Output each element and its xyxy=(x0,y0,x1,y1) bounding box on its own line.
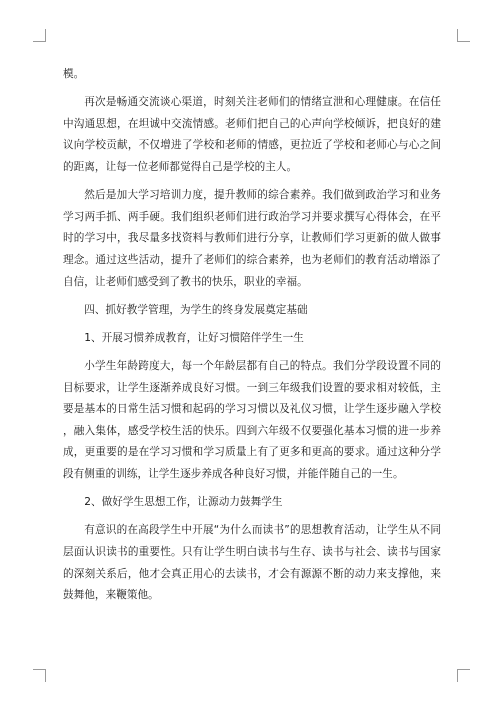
crop-mark-bottom-left xyxy=(33,669,46,682)
subheading-ideological-work: 2、做好学生思想工作，让源动力鼓舞学生 xyxy=(84,496,283,509)
crop-mark-top-left xyxy=(33,29,46,42)
paragraph-reading: 有意识的在高段学生中开展“为什么而读书”的思想教育活动，让学生从不同层面认识读书的重要性。只有让学生明白读书与生存、读书与社会、读书与国家的深刻关系后，他才会真正用心的去读书，才会有源源不断的动力来支撑他，来鼓舞他，来鞭策他。 xyxy=(63,524,441,602)
paragraph-training: 然后是加大学习培训力度，提升教师的综合素养。我们做到政治学习和业务学习两手抓、两手硬。我们组织老师们进行政治学习并要求撰写心得体会，在平时的学习中，我尽量多找资料与教师们进行分享，让教师们学习更新的做人做事理念。通过这些活动，提升了老师们的综合素养，也为老师们的教育活动增添了自信，让老师们感受到了教书的快乐，职业的幸福。 xyxy=(63,189,441,288)
paragraph-continuation: 模。 xyxy=(63,68,85,80)
crop-mark-bottom-right xyxy=(457,669,470,682)
paragraph-communication: 再次是畅通交流谈心渠道，时刻关注老师们的情绪宣泄和心理健康。在信任中沟通思想，在坦诚中交流情感。老师们把自己的心声向学校倾诉，把良好的建议向学校贡献，不仅增进了学校和老师的情感，更拉近了学校和老师心与心之间的距离，让每一位老师都觉得自己是学校的主人。 xyxy=(63,96,441,173)
document-body xyxy=(63,64,441,613)
paragraph-habits: 小学生年龄跨度大，每一个年龄层都有自己的特点。我们分学段设置不同的目标要求，让学生逐渐养成良好习惯。一到三年级我们设置的要求相对较低，主要是基本的日常生活习惯和起码的学习习惯以及礼仪习惯，让学生逐步融入学校，融入集体，感受学校生活的快乐。四到六年级不仅要强化基本习惯的进一步养成，更重要的是在学习习惯和学习质量上有了更多和更高的要求。通过这种分学段有侧重的训练，让学生逐步养成各种良好习惯，并能伴随自己的一生。 xyxy=(63,360,441,481)
section-heading-teaching-management: 四、抓好教学管理，为学生的终身发展奠定基础 xyxy=(84,303,308,316)
crop-mark-top-right xyxy=(457,29,470,42)
subheading-habit-education: 1、开展习惯养成教育，让好习惯陪伴学生一生 xyxy=(84,331,304,344)
